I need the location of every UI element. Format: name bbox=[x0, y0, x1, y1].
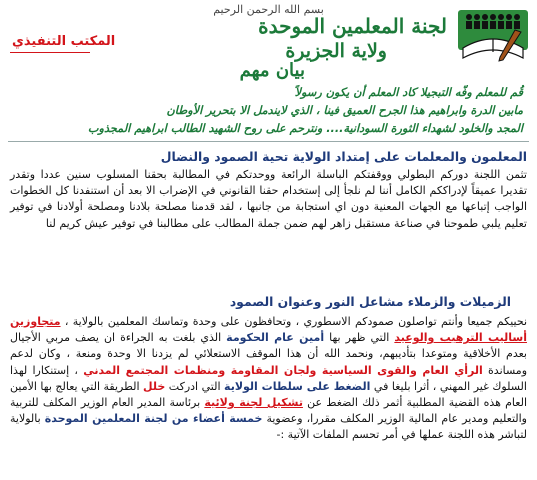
divider bbox=[8, 141, 529, 142]
quote-line: مابين الدرة وابراهيم هذا الجرح العميق فينا ، الذي لايندمل الا بتحرير الأوطان bbox=[166, 104, 523, 117]
basmala: بسم الله الرحمن الرحيم bbox=[213, 3, 324, 16]
org-name: لجنة المعلمين الموحدة bbox=[258, 14, 447, 38]
org-state: ولاية الجزيرة bbox=[285, 40, 387, 62]
highlight-red: الرأي العام والقوى السياسية ولجان المقاومة ومنظمات المجتمع المدني bbox=[83, 363, 483, 377]
text-run: الطريقة التي يعالج بها الأمين العام هذه القضية المطلبية أثمر ذلك الضغط عن bbox=[10, 379, 527, 410]
text-run: برئاسة المدير العام الوزير المكلف للتربية والتعليم ومدير عام المالية الوزير المكلف مقررا، وعضوية bbox=[10, 396, 527, 426]
highlight-bold: أمين عام الحكومة bbox=[226, 331, 325, 345]
highlight-red: خلل bbox=[143, 379, 166, 393]
quote-line: قُم للمعلم وفّه التبجيلا كاد المعلم أن يكون رسولاً bbox=[294, 86, 523, 99]
book-pen-logo-icon bbox=[455, 8, 531, 66]
text-run: الذي بلغت به الجراءة ان يصف مربي الأجيال بعدم الأخلاقية ومتوعدا بتأديبهم، ونحمد الله أن هذا الموقف الاستعلائي لم يزدنا الا وحدة ومنعة ، وكان لدعم ومساندة bbox=[10, 331, 528, 377]
letterhead bbox=[0, 0, 537, 98]
text-run: بالولاية لتباشر هذه اللجنة عملها في أمر تحسم الملفات الآتية :- bbox=[10, 412, 527, 442]
paragraph: تثمن اللجنة دوركم البطولي ووقفتكم الباسلة الرائعة ووحدتكم في المطالبة بحقنا المسلوب سنين عددا وتقدر تقديرا عميقاً لإدراككم الكامل أننا لم نلجأ إلى إستخدام حقنا القانوني في الإضراب الا بعد أن استنفدنا كل الخطوات الواجب إتباعها مع الجهات المعنية دون اي استجابة من جانبها ، لقد قدمنا مصلحة بلادنا ومصلحة أولادنا في توفير تعليم يلبي طموحنا في صناعة مستقبل زاهر لهم ضمن جملة المطالب على مطالبنا في توفير عيش كريم لنا bbox=[10, 168, 527, 230]
highlight-bold: خمسة أعضاء من لجنة المعلمين الموحدة bbox=[44, 412, 263, 426]
highlight-red: تشكيل لجنة ولائية bbox=[204, 396, 303, 410]
executive-office-label: المكتب التنفيذي bbox=[12, 34, 116, 49]
text-run: ، إستنكارا لهذا السلوك غير المهني ، أثرا بليغا في bbox=[10, 363, 527, 393]
text-run: التي ادركت bbox=[165, 379, 225, 393]
section-heading: الزميلات والزملاء مشاعل النور وعنوان الصمود bbox=[229, 294, 511, 309]
office-underline bbox=[10, 52, 90, 53]
text-run: التي ظهر بها bbox=[324, 331, 395, 345]
highlight-red: متجاوزين أساليب الترهيب والوعيد bbox=[10, 315, 527, 345]
statement-title: بيان مهم bbox=[239, 60, 305, 81]
highlight-bold: الضغط على سلطات الولاية bbox=[224, 379, 371, 393]
paragraph bbox=[10, 314, 527, 444]
quote-line: المجد والخلود لشهداء الثورة السودانية.... ونترحم على روح الشهيد الطالب ابراهيم المجذوب bbox=[87, 122, 523, 135]
text-run: نحييكم جميعا وأنتم تواصلون صمودكم الاسطوري ، وتحافظون على وحدة وتماسك المعلمين بالولاية ، bbox=[60, 315, 527, 328]
section-heading: المعلمون والمعلمات على إمتداد الولاية تحية الصمود والنضال bbox=[160, 149, 527, 164]
